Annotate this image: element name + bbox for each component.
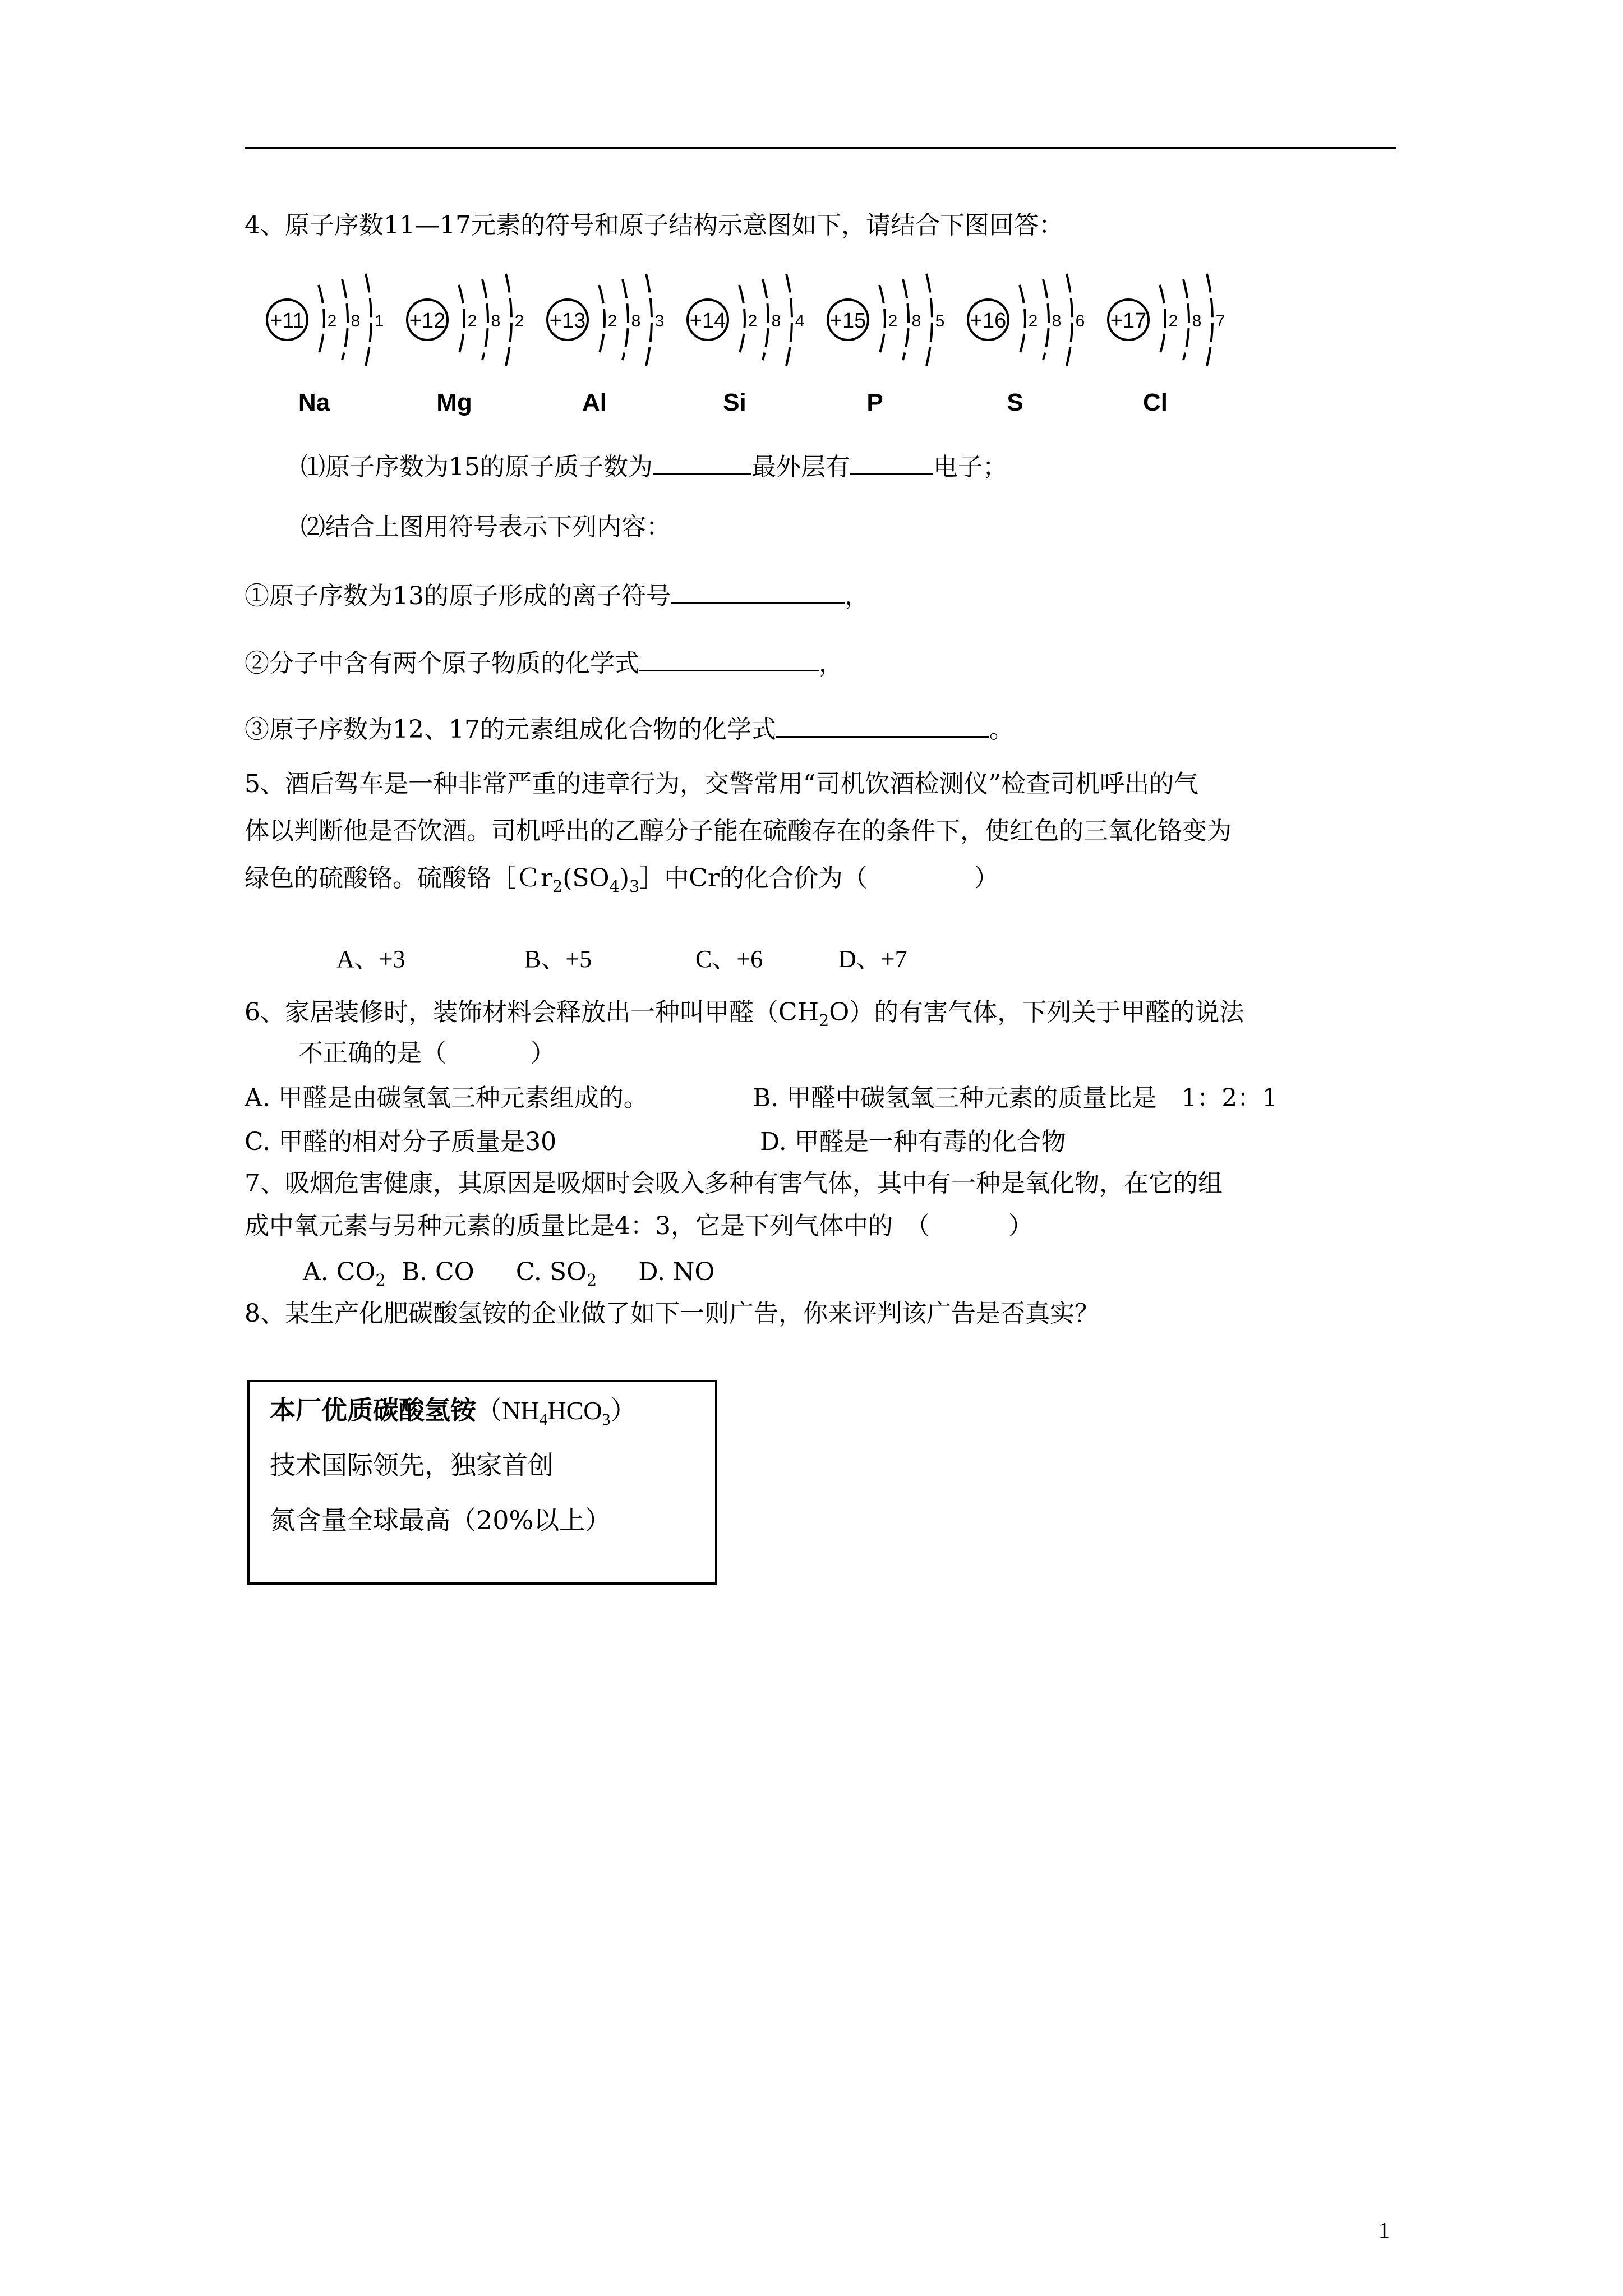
q6-line1-text-b: O）的有害气体，下列关于甲醛的说法 — [829, 998, 1244, 1027]
q6-option-a: A. 甲醛是由碳氢氧三种元素组成的。 — [245, 1084, 648, 1112]
shell-electron-count: 8 — [491, 312, 501, 330]
q4-sub3 — [245, 711, 1014, 747]
electron-shell-arc — [786, 274, 792, 366]
shell-electron-count: 2 — [607, 312, 617, 330]
q7-option-a-sub: 2 — [375, 1270, 386, 1290]
answer-blank-compound-formula[interactable] — [776, 711, 989, 738]
q4-sub1 — [245, 578, 869, 613]
nucleus-charge: +13 — [549, 309, 586, 333]
shell-electron-count: 8 — [351, 312, 361, 330]
q6-line2-text-b: ） — [531, 1039, 555, 1068]
electron-shell-arc — [763, 279, 768, 360]
q6-option-d: D. 甲醛是一种有毒的化合物 — [760, 1128, 1066, 1156]
electron-shell-arc — [459, 285, 464, 355]
answer-blank-outer-electrons[interactable] — [850, 449, 933, 475]
q5-line3-text-d: ］中Cr的化合价为（ — [639, 864, 868, 892]
answer-blank-proton-count[interactable] — [653, 449, 751, 475]
q5-option-b: B、+5 — [524, 945, 592, 973]
atom-si — [688, 274, 804, 416]
electron-shell-arc — [599, 285, 605, 355]
q6-sub: 2 — [819, 1010, 829, 1030]
electron-shell-arc — [646, 274, 652, 366]
electron-shell-arc — [1207, 274, 1212, 366]
header-rule — [245, 147, 1396, 149]
atom-cl — [1108, 274, 1225, 416]
q7-options — [303, 1255, 715, 1289]
shell-electron-count: 7 — [1215, 312, 1225, 330]
q4-intro: 4、原子序数11—17元素的符号和原子结构示意图如下，请结合下图回答： — [245, 211, 1063, 240]
q5-option-a: A、+3 — [336, 945, 405, 973]
element-symbol: S — [1007, 389, 1023, 416]
ad-formula-c: ） — [610, 1395, 637, 1425]
electron-shell-arc — [506, 274, 511, 366]
shell-electron-count: 2 — [1168, 312, 1178, 330]
atom-s — [968, 274, 1085, 416]
shell-electron-count: 6 — [1075, 312, 1085, 330]
electron-shell-arc — [1183, 279, 1189, 360]
ad-line-2: 技术国际领先，独家首创 — [270, 1450, 554, 1480]
q6-line2 — [298, 1037, 555, 1070]
atom-na — [267, 274, 384, 416]
element-symbol: Cl — [1143, 389, 1168, 416]
q7-line2-text-a: 成中氧元素与另种元素的质量比是4：3，它是下列气体中的 （ — [245, 1212, 930, 1240]
electron-shell-arc — [1160, 285, 1165, 355]
nucleus-charge: +17 — [1110, 309, 1147, 333]
shell-electron-count: 4 — [795, 312, 805, 330]
ad-title-text: 本厂优质碳酸氢铵 — [270, 1395, 476, 1425]
q5-sub-2: 4 — [609, 876, 620, 896]
shell-electron-count: 2 — [1028, 312, 1038, 330]
element-symbol: P — [866, 389, 883, 416]
electron-shell-arc — [319, 285, 324, 355]
ad-line-3: 氮含量全球最高（20%以上） — [270, 1505, 611, 1535]
electron-shell-arc — [903, 279, 909, 360]
ad-formula-sub2: 3 — [602, 1410, 611, 1429]
ad-formula-a: （NH — [476, 1396, 540, 1425]
q4-sub1-punct: ， — [845, 582, 869, 610]
nucleus-charge: +15 — [829, 309, 866, 333]
shell-electron-count: 2 — [467, 312, 477, 330]
q8-line1: 8、某生产化肥碳酸氢铵的企业做了如下一则广告，你来评判该广告是否真实？ — [245, 1299, 1099, 1328]
q5-line3 — [245, 862, 999, 895]
q7-option-a: A. CO — [303, 1258, 376, 1286]
q5-line3-text-e: ） — [974, 864, 999, 892]
atom-mg — [407, 274, 524, 416]
ad-formula-sub1: 4 — [539, 1410, 548, 1429]
q5-sub-3: 3 — [629, 876, 640, 896]
electron-shell-arc — [1043, 279, 1049, 360]
atom-structure-diagram — [241, 264, 1251, 426]
q5-line3-text-b: (SO — [562, 864, 610, 892]
answer-blank-ion-symbol[interactable] — [671, 578, 845, 604]
q4-part1 — [301, 449, 1007, 484]
q6-line1 — [245, 996, 1244, 1029]
shell-electron-count: 8 — [1192, 312, 1202, 330]
electron-shell-arc — [926, 274, 932, 366]
q6-line2-text-a: 不正确的是（ — [298, 1039, 446, 1068]
advertisement-box — [247, 1380, 717, 1585]
nucleus-charge: +16 — [970, 309, 1007, 333]
q7-option-d: D. NO — [638, 1258, 715, 1286]
q5-option-c: C、+6 — [695, 945, 763, 973]
q5-line1: 5、酒后驾车是一种非常严重的违章行为，交警常用“司机饮酒检测仪”检查司机呼出的气 — [245, 770, 1198, 798]
q6-line1-text-a: 6、家居装修时，装饰材料会释放出一种叫甲醛（CH — [245, 998, 819, 1027]
q4-sub3-punct: 。 — [989, 715, 1014, 744]
q7-option-c: C. SO — [515, 1258, 587, 1286]
shell-electron-count: 2 — [327, 312, 337, 330]
q4-sub2-text: ②分子中含有两个原子物质的化学式 — [245, 649, 639, 678]
electron-shell-arc — [366, 274, 371, 366]
shell-electron-count: 2 — [748, 312, 758, 330]
answer-blank-diatomic-formula[interactable] — [639, 645, 819, 671]
q5-line3-text-c: ) — [619, 864, 630, 892]
q4-sub2-punct: ， — [819, 649, 843, 678]
q7-line2-text-b: ） — [1008, 1212, 1033, 1240]
electron-shell-arc — [1020, 285, 1025, 355]
shell-electron-count: 8 — [1052, 312, 1062, 330]
q4-part1-text-c: 电子； — [933, 453, 1007, 481]
nucleus-charge: +11 — [270, 309, 305, 333]
electron-shell-arc — [482, 279, 488, 360]
q4-sub3-text: ③原子序数为12、17的元素组成化合物的化学式 — [245, 715, 776, 744]
electron-shell-arc — [623, 279, 628, 360]
nucleus-charge: +14 — [689, 309, 726, 333]
element-symbol: Si — [723, 389, 746, 416]
q7-line2 — [245, 1209, 1033, 1243]
electron-shell-arc — [879, 285, 885, 355]
electron-shell-arc — [342, 279, 348, 360]
q5-line3-text-a: 绿色的硫酸铬。硫酸铬［Ｃr — [245, 864, 553, 892]
page-number: 1 — [1378, 2217, 1390, 2243]
atom-p — [828, 274, 944, 416]
q5-option-d: D、+7 — [838, 945, 907, 973]
nucleus-charge: +12 — [409, 309, 446, 333]
q4-sub2 — [245, 645, 843, 680]
q7-line1: 7、吸烟危害健康，其原因是吸烟时会吸入多种有害气体，其中有一种是氧化物，在它的组 — [245, 1169, 1223, 1198]
q4-part2: ⑵结合上图用符号表示下列内容： — [301, 513, 671, 541]
electron-shell-arc — [739, 285, 745, 355]
shell-electron-count: 8 — [911, 312, 921, 330]
q5-sub-1: 2 — [552, 876, 563, 896]
q4-sub1-text: ①原子序数为13的原子形成的离子符号 — [245, 582, 671, 610]
shell-electron-count: 8 — [771, 312, 781, 330]
shell-electron-count: 5 — [935, 312, 945, 330]
shell-electron-count: 1 — [374, 312, 384, 330]
q7-option-b: B. CO — [401, 1258, 474, 1286]
q4-part1-text-b: 最外层有 — [751, 453, 850, 481]
element-symbol: Al — [582, 389, 607, 416]
q5-line2: 体以判断他是否饮酒。司机呼出的乙醇分子能在硫酸存在的条件下，使红色的三氧化铬变为 — [245, 817, 1232, 845]
shell-electron-count: 3 — [654, 312, 665, 330]
q7-option-c-sub: 2 — [587, 1270, 597, 1290]
q6-option-c: C. 甲醛的相对分子质量是30 — [245, 1128, 557, 1156]
ad-title — [270, 1393, 636, 1428]
shell-electron-count: 2 — [514, 312, 524, 330]
element-symbol: Na — [298, 389, 330, 416]
shell-electron-count: 2 — [888, 312, 898, 330]
shell-electron-count: 8 — [631, 312, 641, 330]
element-symbol: Mg — [436, 389, 472, 416]
electron-shell-arc — [1067, 274, 1072, 366]
atom-al — [547, 274, 664, 416]
q6-option-b: B. 甲醛中碳氢氧三种元素的质量比是 1：2：1 — [753, 1084, 1278, 1112]
ad-formula-b: HCO — [547, 1396, 602, 1425]
q4-part1-text-a: ⑴原子序数为15的原子质子数为 — [301, 453, 653, 481]
